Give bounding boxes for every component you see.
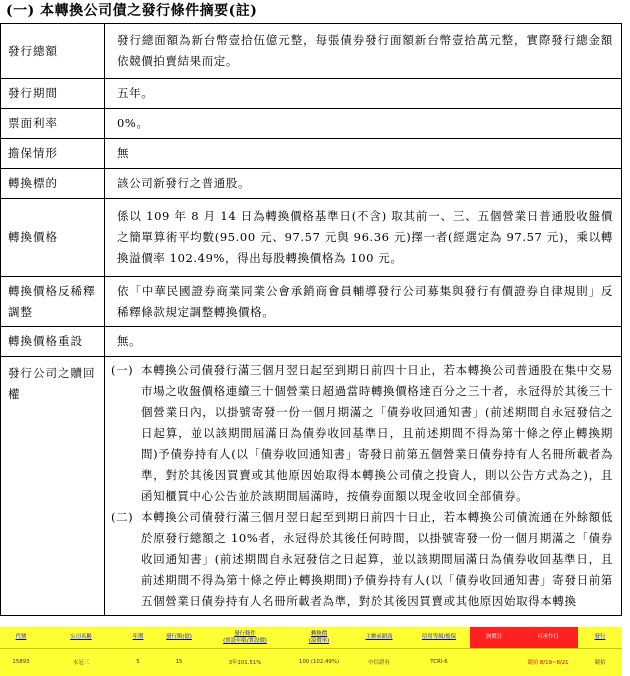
- term-value: 無。: [105, 327, 622, 357]
- header-inquiry-date-link[interactable]: 詢價日: [470, 627, 518, 648]
- term-label: 發行期間: [1, 79, 105, 109]
- cell-issue-amount: 15: [175, 658, 183, 665]
- cell-lead-underwriter: 中信證券: [368, 659, 390, 666]
- terms-row: [1, 109, 622, 139]
- term-label: 票面利率: [1, 109, 105, 139]
- term-value: [105, 357, 622, 616]
- term-value: 該公司新發行之普通股。: [105, 169, 622, 199]
- term-value: 五年。: [105, 79, 622, 109]
- header-conversion-price-link[interactable]: 轉換價 (溢價率): [308, 631, 330, 644]
- term-value: 發行總面額為新台幣壹拾伍億元整，每張債券發行面額新台幣壹拾萬元整，實際發行總金額依競價拍賣結果而定。: [105, 24, 622, 79]
- header-company-name-link[interactable]: 公司名稱: [70, 634, 92, 641]
- header-issuance-link[interactable]: 發行: [594, 634, 606, 641]
- term-label: 轉換價格: [1, 199, 105, 277]
- cell-issue-terms: 3年101.51%: [228, 659, 262, 666]
- term-value: 係以 109 年 8 月 14 日為轉換價格基準日(不含) 取其前一、三、五個營業日普通股收盤價之簡單算術平均數(95.00 元、97.57 元與 96.36 元)擇一者(經選定為 97.57 元)，乘以轉換溢價率 102.49%，得出每股轉換價格為 100 元。: [105, 199, 622, 277]
- terms-row: [1, 277, 622, 327]
- header-term-years-link[interactable]: 年期: [132, 634, 144, 641]
- term-label: 轉換標的: [1, 169, 105, 199]
- header-issue-amount-link[interactable]: 發行額(億): [166, 634, 192, 641]
- terms-table: [0, 23, 622, 616]
- term-label: 擔保情形: [1, 139, 105, 169]
- header-credit-rating-link[interactable]: 信用等級/擔保: [421, 634, 457, 641]
- redemption-clause: [111, 360, 613, 507]
- terms-row: [1, 327, 622, 357]
- cell-inquiry-date: [470, 648, 518, 675]
- header-issue-terms-link[interactable]: 發行條件 (實設年限/實設價): [223, 631, 267, 644]
- terms-row: [1, 199, 622, 277]
- terms-row-redemption: [1, 357, 622, 616]
- terms-row: [1, 79, 622, 109]
- cell-issuance: 競拍: [594, 659, 606, 666]
- header-code-link[interactable]: 代號: [15, 634, 27, 641]
- term-label: 發行公司之贖回權: [1, 357, 105, 616]
- clause-number: (二): [111, 510, 134, 524]
- bar-divider: [0, 648, 622, 649]
- term-value: 無: [105, 139, 622, 169]
- cell-term-years: 5: [136, 658, 140, 665]
- term-label: 轉換價格反稀釋調整: [1, 277, 105, 327]
- bond-summary-bar: [0, 627, 622, 676]
- terms-row: [1, 169, 622, 199]
- cell-conversion-price: 100 (102.49%): [298, 658, 340, 665]
- cell-credit-rating: TCRI-6: [430, 658, 448, 665]
- cell-code: 15893: [12, 658, 30, 665]
- redemption-clause: [111, 507, 613, 612]
- term-label: 發行總額: [1, 24, 105, 79]
- section-title: (一) 本轉換公司債之發行條件摘要(註): [6, 3, 258, 19]
- term-value: 依「中華民國證券商業同業公會承銷商會員輔導發行公司募集與發行有價證券自律規則」反稀釋條款規定調整轉換價格。: [105, 277, 622, 327]
- cell-company-name: 永冠三: [72, 659, 90, 666]
- clause-number: (一): [111, 363, 134, 377]
- clause-text: 本轉換公司債發行滿三個月翌日起至到期日前四十日止，若本轉換公司債流通在外餘額低於原發行總額之 10%者，永冠得於其後任何時間，以掛號寄發一份一個月期滿之「債券收回通知書」(前述期間自永冠發信之日起算，並以該期間屆滿日為債券收回基準日，且前述期間不得為第十條之停止轉換期間)予債券持有人(以「債券收回通知書」寄發日前第五個營業日債券持有人名冊所載者為準，對於其後因買賣或其他原因始取得本轉換: [141, 510, 613, 608]
- terms-row: [1, 24, 622, 79]
- clause-text: 本轉換公司債發行滿三個月翌日起至到期日前四十日止，若本轉換公司普通股在集中交易市場之收盤價格連續三十個營業日超過當時轉換價格達百分之三十者，永冠得於其後三十個營業日內，以掛號寄發一份一個月期滿之「債券收回通知書」(前述期間自永冠發信之日起算，並以該期間屆滿日為債券收回基準日，且前述期間不得為第十條之停止轉換期間)予債券持有人(以「債券收回通知書」寄發日前第五個營業日債券持有人名冊所載者為準，對於其後因買賣或其他原因始取得本轉換公司債之投資人，則以公告方式為之)，且函知櫃買中心公告並於該期間屆滿時，按債券面額以現金收回全部債券。: [141, 363, 613, 503]
- term-label: 轉換價格重設: [1, 327, 105, 357]
- header-available-date-link[interactable]: 可承作日: [518, 627, 578, 648]
- terms-row: [1, 139, 622, 169]
- available-date-value: 競拍 8/19~8/21: [527, 659, 569, 666]
- cell-available-date: [518, 648, 578, 675]
- term-value: 0%。: [105, 109, 622, 139]
- header-lead-underwriter-link[interactable]: 主辦承銷商: [365, 634, 393, 641]
